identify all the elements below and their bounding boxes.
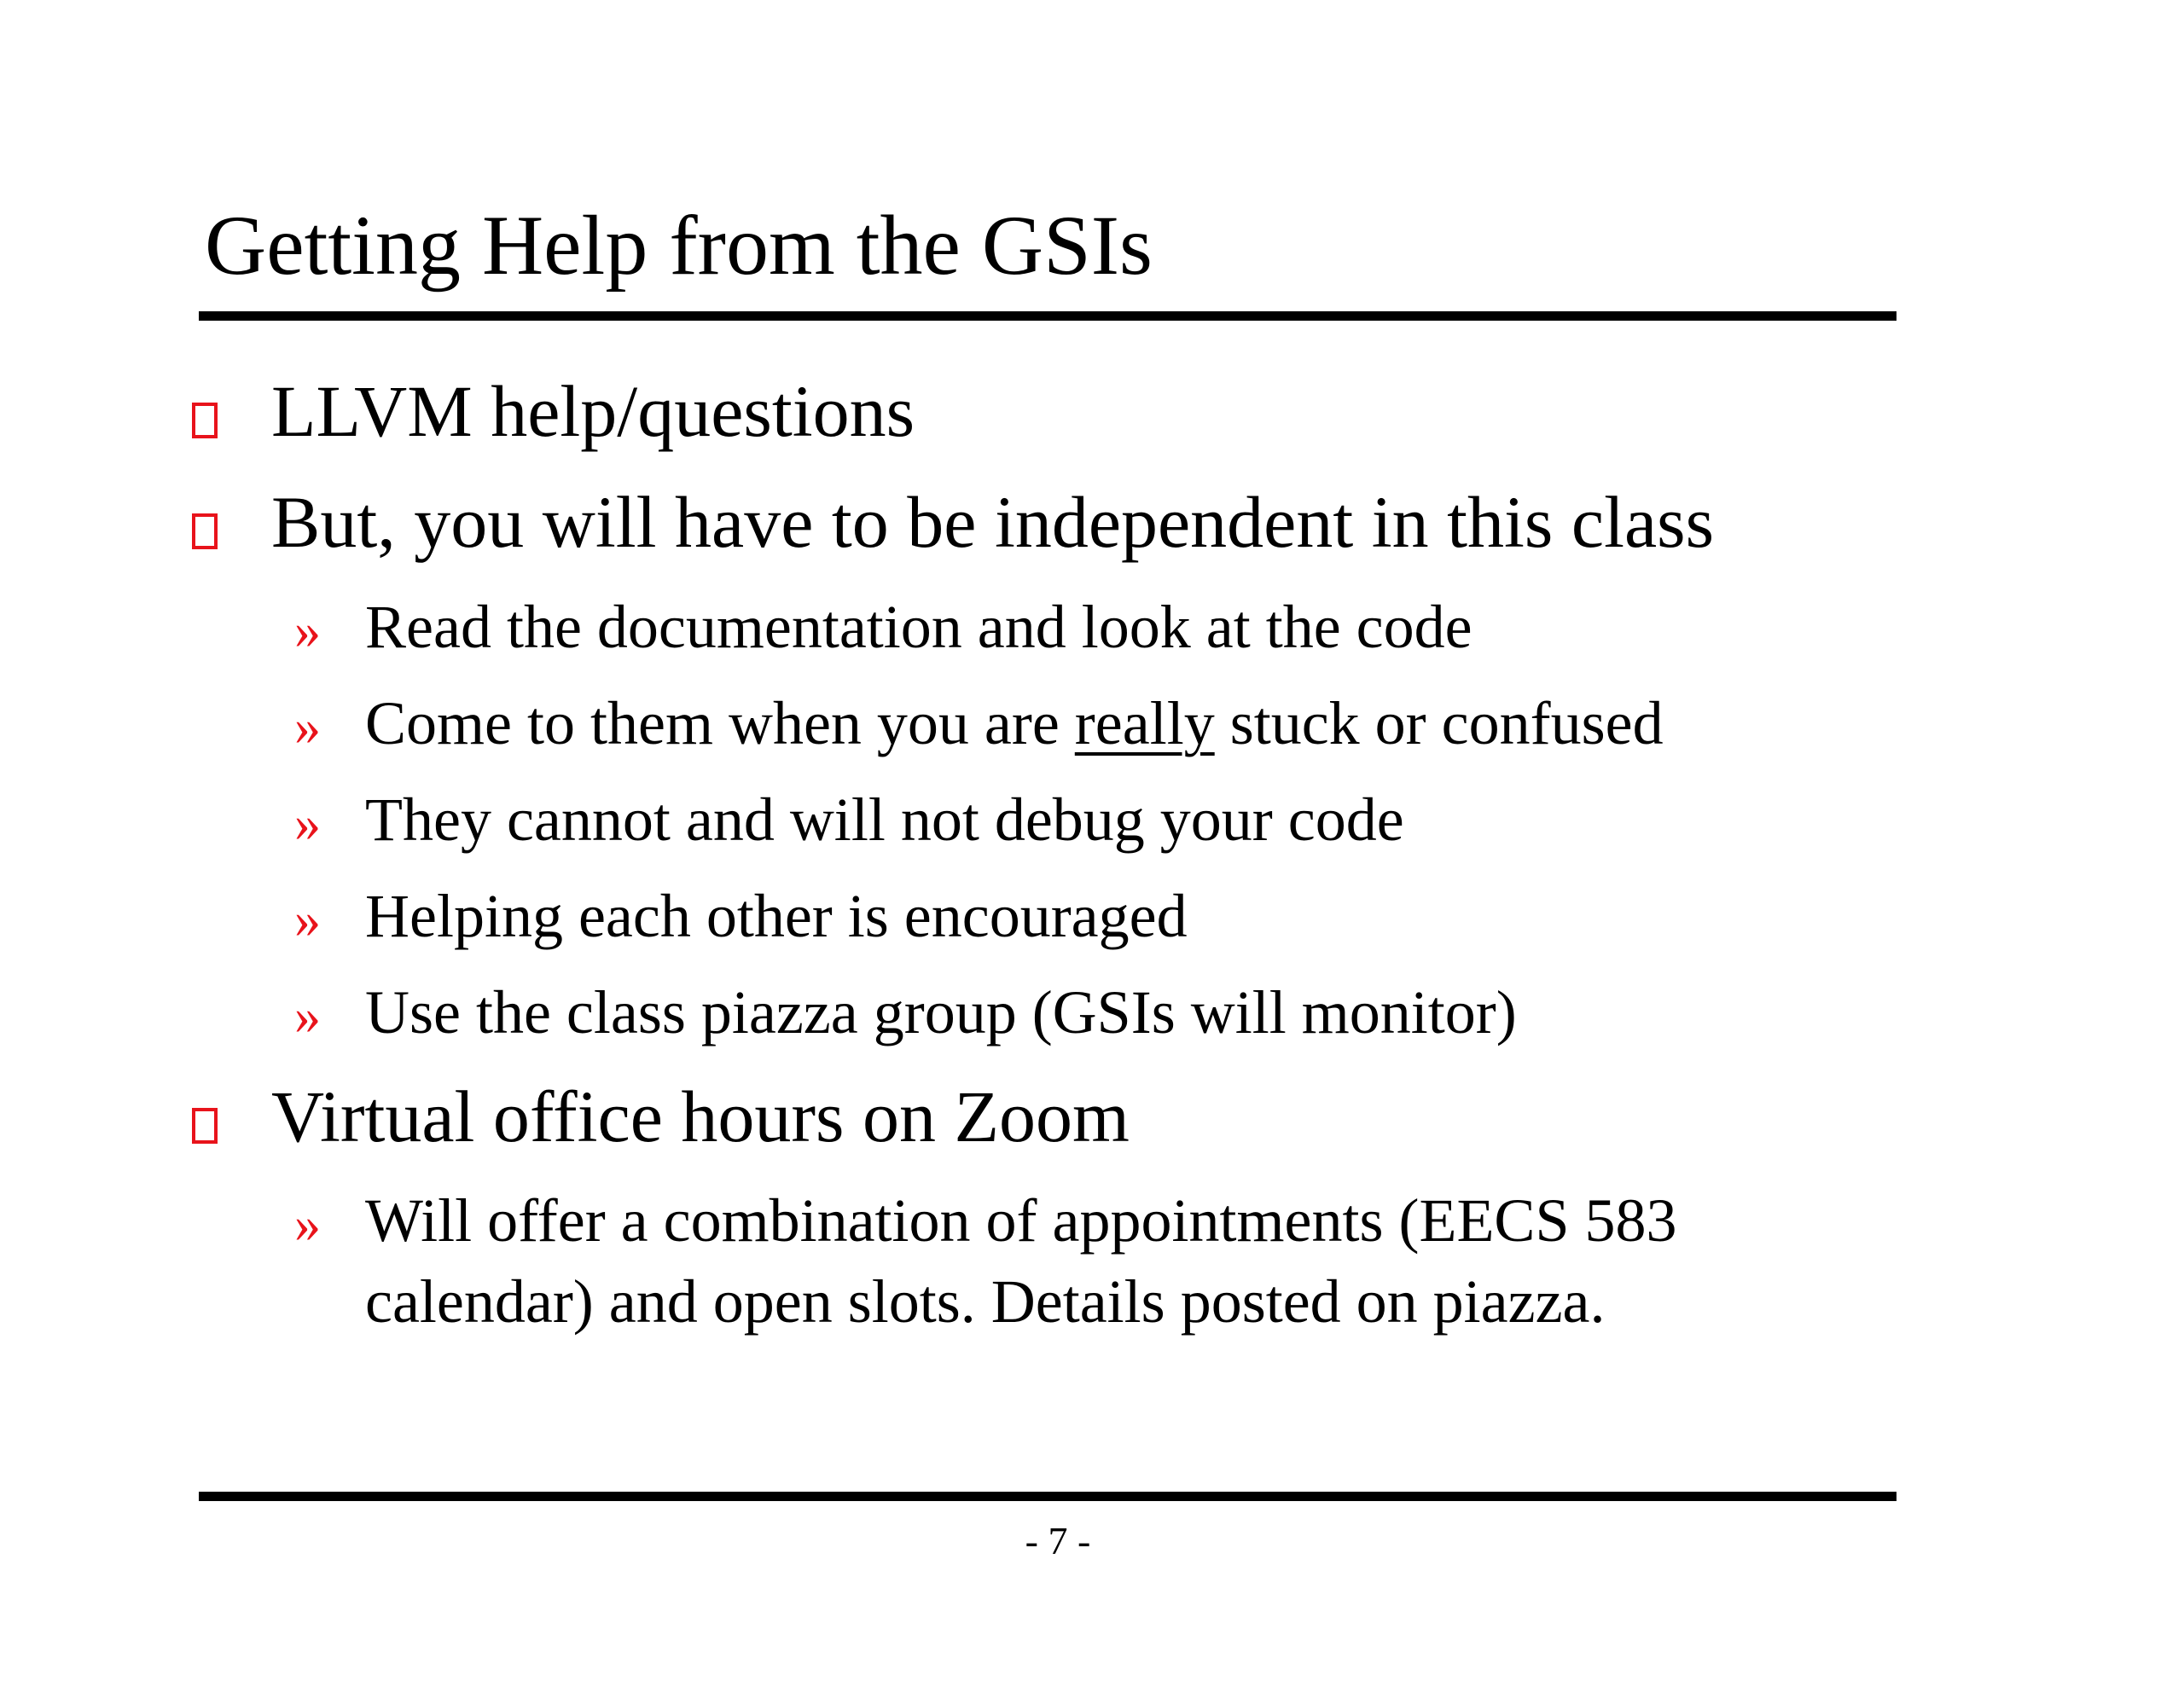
- sub-bullet-piazza: Use the class piazza group (GSIs will monitor): [365, 978, 1517, 1046]
- square-bullet-icon: [192, 403, 218, 438]
- sub-bullet-text-post: stuck or confused: [1214, 689, 1664, 757]
- square-bullet-icon: [192, 513, 218, 549]
- sub-bullet-no-debug: They cannot and will not debug your code: [365, 786, 1404, 854]
- square-bullet-icon: [192, 1108, 218, 1144]
- sub-bullet-text-pre: Come to them when you are: [365, 689, 1075, 757]
- emphasis-really: really: [1074, 689, 1215, 757]
- sub-bullet-marker-icon: »: [294, 891, 321, 949]
- sub-bullet-appointments-line1: Will offer a combination of appointments (EECS 583: [365, 1186, 1677, 1255]
- sub-bullet-marker-icon: »: [294, 988, 321, 1046]
- bullet-office-hours: Virtual office hours on Zoom: [271, 1075, 1130, 1157]
- sub-bullet-marker-icon: »: [294, 1196, 321, 1254]
- sub-bullet-read-docs: Read the documentation and look at the code: [365, 593, 1472, 661]
- sub-bullet-come-to-them: [365, 683, 1664, 763]
- sub-bullet-marker-icon: »: [294, 795, 321, 853]
- sub-bullet-marker-icon: »: [294, 699, 321, 757]
- sub-bullet-appointments-line2: calendar) and open slots. Details posted on piazza.: [365, 1267, 1606, 1336]
- sub-bullet-helping: Helping each other is encouraged: [365, 882, 1188, 950]
- footer-divider: [199, 1492, 1896, 1501]
- page-number: - 7 -: [1025, 1519, 1091, 1562]
- bullet-independent: But, you will have to be independent in this class: [271, 481, 1715, 563]
- title-divider: [199, 311, 1896, 321]
- slide-title: Getting Help from the GSIs: [205, 198, 1153, 293]
- sub-bullet-marker-icon: »: [294, 602, 321, 660]
- bullet-llvm-help: LLVM help/questions: [271, 370, 915, 452]
